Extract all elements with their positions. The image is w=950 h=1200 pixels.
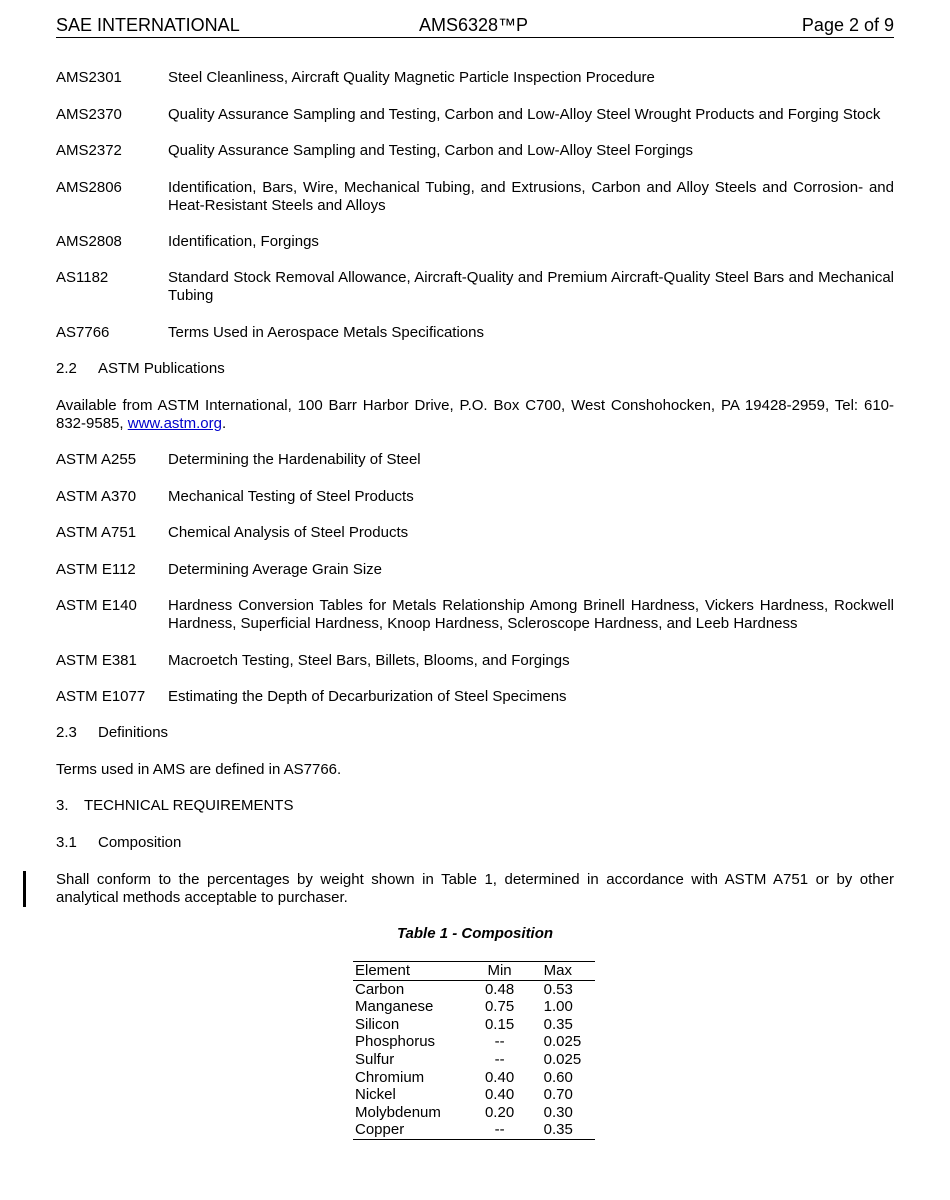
reference-item <box>56 524 894 542</box>
astm-website-link[interactable]: www.astm.org <box>127 415 222 432</box>
element-name: Nickel <box>355 1086 396 1104</box>
reference-item <box>56 488 894 506</box>
header-doc-number: AMS6328™P <box>419 15 529 35</box>
element-name: Manganese <box>355 998 434 1016</box>
column-header-element: Element <box>353 962 470 981</box>
section-number: 3. <box>56 797 69 814</box>
element-name: Molybdenum <box>355 1103 441 1121</box>
max-value: 0.30 <box>543 1103 573 1121</box>
reference-code: AMS2370 <box>56 106 122 123</box>
section-number: 2.3 <box>56 724 77 741</box>
reference-item <box>56 688 894 706</box>
section-heading-3 <box>56 797 293 815</box>
reference-title: Terms Used in Aerospace Metals Specifications <box>168 324 484 341</box>
reference-item <box>56 179 894 215</box>
reference-item <box>56 451 894 469</box>
max-value: 1.00 <box>543 998 573 1016</box>
reference-title: Quality Assurance Sampling and Testing, Carbon and Low-Alloy Steel Wrought Products and Forging Stock <box>168 106 881 123</box>
composition-table <box>353 961 595 1140</box>
element-name: Phosphorus <box>355 1033 436 1051</box>
reference-code: AMS2808 <box>56 233 122 250</box>
reference-code: AMS2806 <box>56 179 122 196</box>
reference-code: ASTM E140 <box>56 597 137 614</box>
section-number: 3.1 <box>56 834 77 851</box>
revision-change-bar <box>23 871 26 907</box>
reference-title: Quality Assurance Sampling and Testing, Carbon and Low-Alloy Steel Forgings <box>168 142 694 159</box>
max-value: 0.53 <box>543 980 573 998</box>
reference-title: Chemical Analysis of Steel Products <box>168 524 409 541</box>
section-heading-2-2 <box>56 360 225 378</box>
reference-code: ASTM E1077 <box>56 688 146 705</box>
reference-code: AMS2372 <box>56 142 122 159</box>
reference-item <box>56 106 894 124</box>
section-title: Definitions <box>98 724 169 741</box>
table-row <box>353 998 595 1016</box>
table-row <box>353 1104 595 1122</box>
table-row <box>353 980 595 998</box>
reference-title: Estimating the Depth of Decarburization of Steel Specimens <box>168 688 567 705</box>
min-value: -- <box>494 1033 505 1051</box>
min-value: 0.15 <box>484 1015 515 1033</box>
reference-item <box>56 652 894 670</box>
reference-code: AS1182 <box>56 269 109 286</box>
reference-code: ASTM A751 <box>56 524 137 541</box>
min-value: 0.20 <box>484 1103 515 1121</box>
min-value: 0.48 <box>484 980 515 998</box>
reference-title: Hardness Conversion Tables for Metals Relationship Among Brinell Hardness, Vickers Hardness, Rockwell Hardness, Superficial Hardness, Knoop Hardness, Scleroscope Hardness, and Leeb Hardness <box>168 597 894 632</box>
reference-item <box>56 69 894 87</box>
composition-paragraph: Shall conform to the percentages by weight shown in Table 1, determined in accordance with ASTM A751 or by other analytical methods acceptable to purchaser. <box>56 871 894 906</box>
astm-availability-paragraph <box>56 397 894 433</box>
page-header <box>56 15 894 38</box>
table-row <box>353 1069 595 1087</box>
max-value: 0.35 <box>543 1015 573 1033</box>
max-value: 0.025 <box>543 1033 582 1051</box>
reference-code: ASTM A255 <box>56 451 137 468</box>
section-title: Composition <box>98 834 182 851</box>
reference-title: Macroetch Testing, Steel Bars, Billets, Blooms, and Forgings <box>168 652 570 669</box>
table-row <box>353 1051 595 1069</box>
column-header-min: Min <box>470 962 530 981</box>
section-number: 2.2 <box>56 360 77 377</box>
definitions-paragraph: Terms used in AMS are defined in AS7766. <box>56 761 342 778</box>
reference-item <box>56 233 894 251</box>
reference-code: AS7766 <box>56 324 110 341</box>
header-page-number: Page 2 of 9 <box>801 15 894 35</box>
reference-item <box>56 324 894 342</box>
availability-text: Available from ASTM International, 100 Barr Harbor Drive, P.O. Box C700, West Conshohocken, PA 19428-2959, Tel: 610-832-9585, <box>56 397 894 432</box>
reference-code: ASTM E112 <box>56 561 136 578</box>
reference-title: Steel Cleanliness, Aircraft Quality Magnetic Particle Inspection Procedure <box>168 69 655 86</box>
element-name: Carbon <box>355 980 405 998</box>
reference-title: Identification, Forgings <box>168 233 319 250</box>
reference-title: Identification, Bars, Wire, Mechanical Tubing, and Extrusions, Carbon and Alloy Steels and Corrosion- and Heat-Resistant Steels and Alloys <box>168 179 894 214</box>
reference-title: Determining the Hardenability of Steel <box>168 451 421 468</box>
max-value: 0.025 <box>543 1050 582 1068</box>
element-name: Chromium <box>355 1068 425 1086</box>
table-row <box>353 1016 595 1034</box>
table-caption: Table 1 - Composition <box>396 925 554 942</box>
min-value: 0.40 <box>484 1068 515 1086</box>
availability-tail: . <box>221 415 227 432</box>
table-row <box>353 1086 595 1104</box>
element-name: Copper <box>355 1121 405 1139</box>
max-value: 0.60 <box>543 1068 573 1086</box>
section-title: ASTM Publications <box>98 360 225 377</box>
reference-title: Standard Stock Removal Allowance, Aircraft-Quality and Premium Aircraft-Quality Steel Bars and Mechanical Tubing <box>168 269 894 304</box>
min-value: 0.40 <box>484 1086 515 1104</box>
reference-code: ASTM A370 <box>56 488 137 505</box>
table-row <box>353 1121 595 1139</box>
table-row <box>353 1033 595 1051</box>
reference-item <box>56 561 894 579</box>
min-value: 0.75 <box>484 998 515 1016</box>
column-header-max: Max <box>530 962 595 981</box>
min-value: -- <box>494 1050 505 1068</box>
element-name: Silicon <box>355 1015 400 1033</box>
min-value: -- <box>494 1121 505 1139</box>
reference-title: Mechanical Testing of Steel Products <box>168 488 414 505</box>
reference-code: AMS2301 <box>56 69 122 86</box>
element-name: Sulfur <box>355 1050 395 1068</box>
header-org: SAE INTERNATIONAL <box>56 15 240 35</box>
section-heading-3-1 <box>56 834 181 852</box>
section-title: TECHNICAL REQUIREMENTS <box>84 797 294 814</box>
section-heading-2-3 <box>56 724 168 742</box>
max-value: 0.70 <box>543 1086 573 1104</box>
table-header-row <box>353 962 595 981</box>
reference-item <box>56 597 894 633</box>
reference-item <box>56 142 894 160</box>
reference-title: Determining Average Grain Size <box>168 561 382 578</box>
max-value: 0.35 <box>543 1121 573 1139</box>
reference-code: ASTM E381 <box>56 652 137 669</box>
reference-item <box>56 269 894 305</box>
